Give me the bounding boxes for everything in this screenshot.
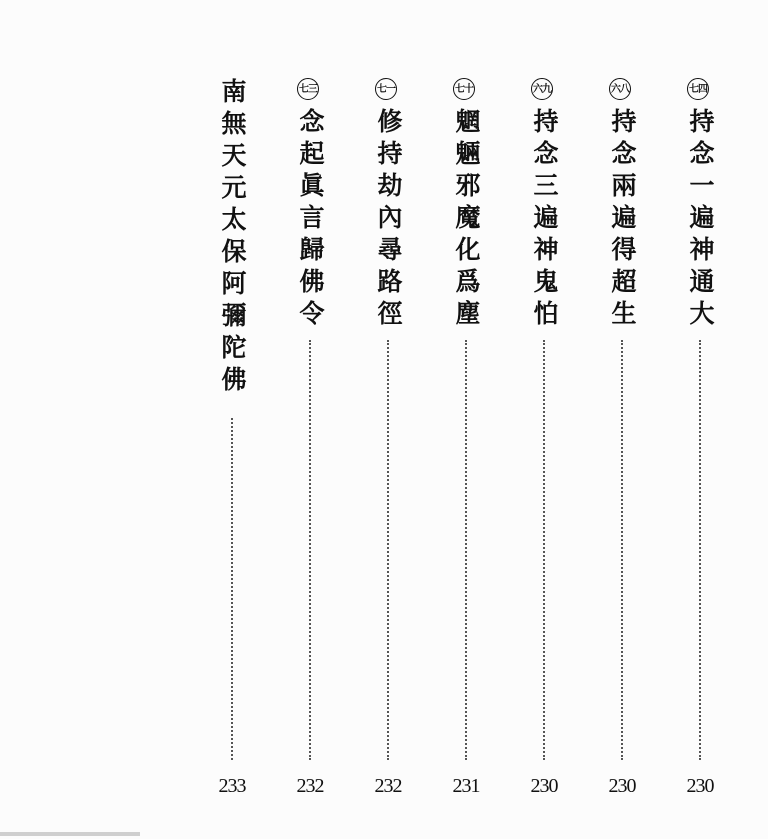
entry-title: 持念一遍神通大 xyxy=(686,108,715,332)
entry-title: 持念三遍神鬼怕 xyxy=(530,108,559,332)
bottom-rule xyxy=(0,832,140,836)
dotted-leader xyxy=(387,340,389,760)
toc-entry xyxy=(446,78,486,798)
dotted-leader xyxy=(621,340,623,760)
dotted-leader xyxy=(231,418,233,760)
page-number: 233 xyxy=(218,775,246,797)
circled-number-mark: 七十 xyxy=(453,78,475,100)
toc-entry xyxy=(602,78,642,798)
dotted-leader xyxy=(543,340,545,760)
entry-title: 修持劫內尋路徑 xyxy=(374,108,403,332)
dotted-leader xyxy=(465,340,467,760)
page-number: 232 xyxy=(374,775,402,797)
toc-entry xyxy=(212,78,252,798)
circled-number-mark: 七四 xyxy=(687,78,709,100)
toc-entry xyxy=(368,78,408,798)
entry-title: 念起眞言歸佛令 xyxy=(296,108,325,332)
dotted-leader xyxy=(309,340,311,760)
page-number: 230 xyxy=(686,775,714,797)
toc-entry xyxy=(524,78,564,798)
toc-entry xyxy=(290,78,330,798)
dotted-leader xyxy=(699,340,701,760)
page-number: 230 xyxy=(608,775,636,797)
page-number: 230 xyxy=(530,775,558,797)
circled-number-mark: 七三 xyxy=(297,78,319,100)
page-number: 232 xyxy=(296,775,324,797)
circled-number-mark: 六九 xyxy=(531,78,553,100)
toc-entry xyxy=(680,78,720,798)
entry-title: 魍魎邪魔化爲塵 xyxy=(452,108,481,332)
circled-number-mark: 七一 xyxy=(375,78,397,100)
entry-title: 持念兩遍得超生 xyxy=(608,108,637,332)
circled-number-mark: 六八 xyxy=(609,78,631,100)
page-number: 231 xyxy=(452,775,480,797)
entry-title: 南無天元太保阿彌陀佛 xyxy=(218,78,247,398)
